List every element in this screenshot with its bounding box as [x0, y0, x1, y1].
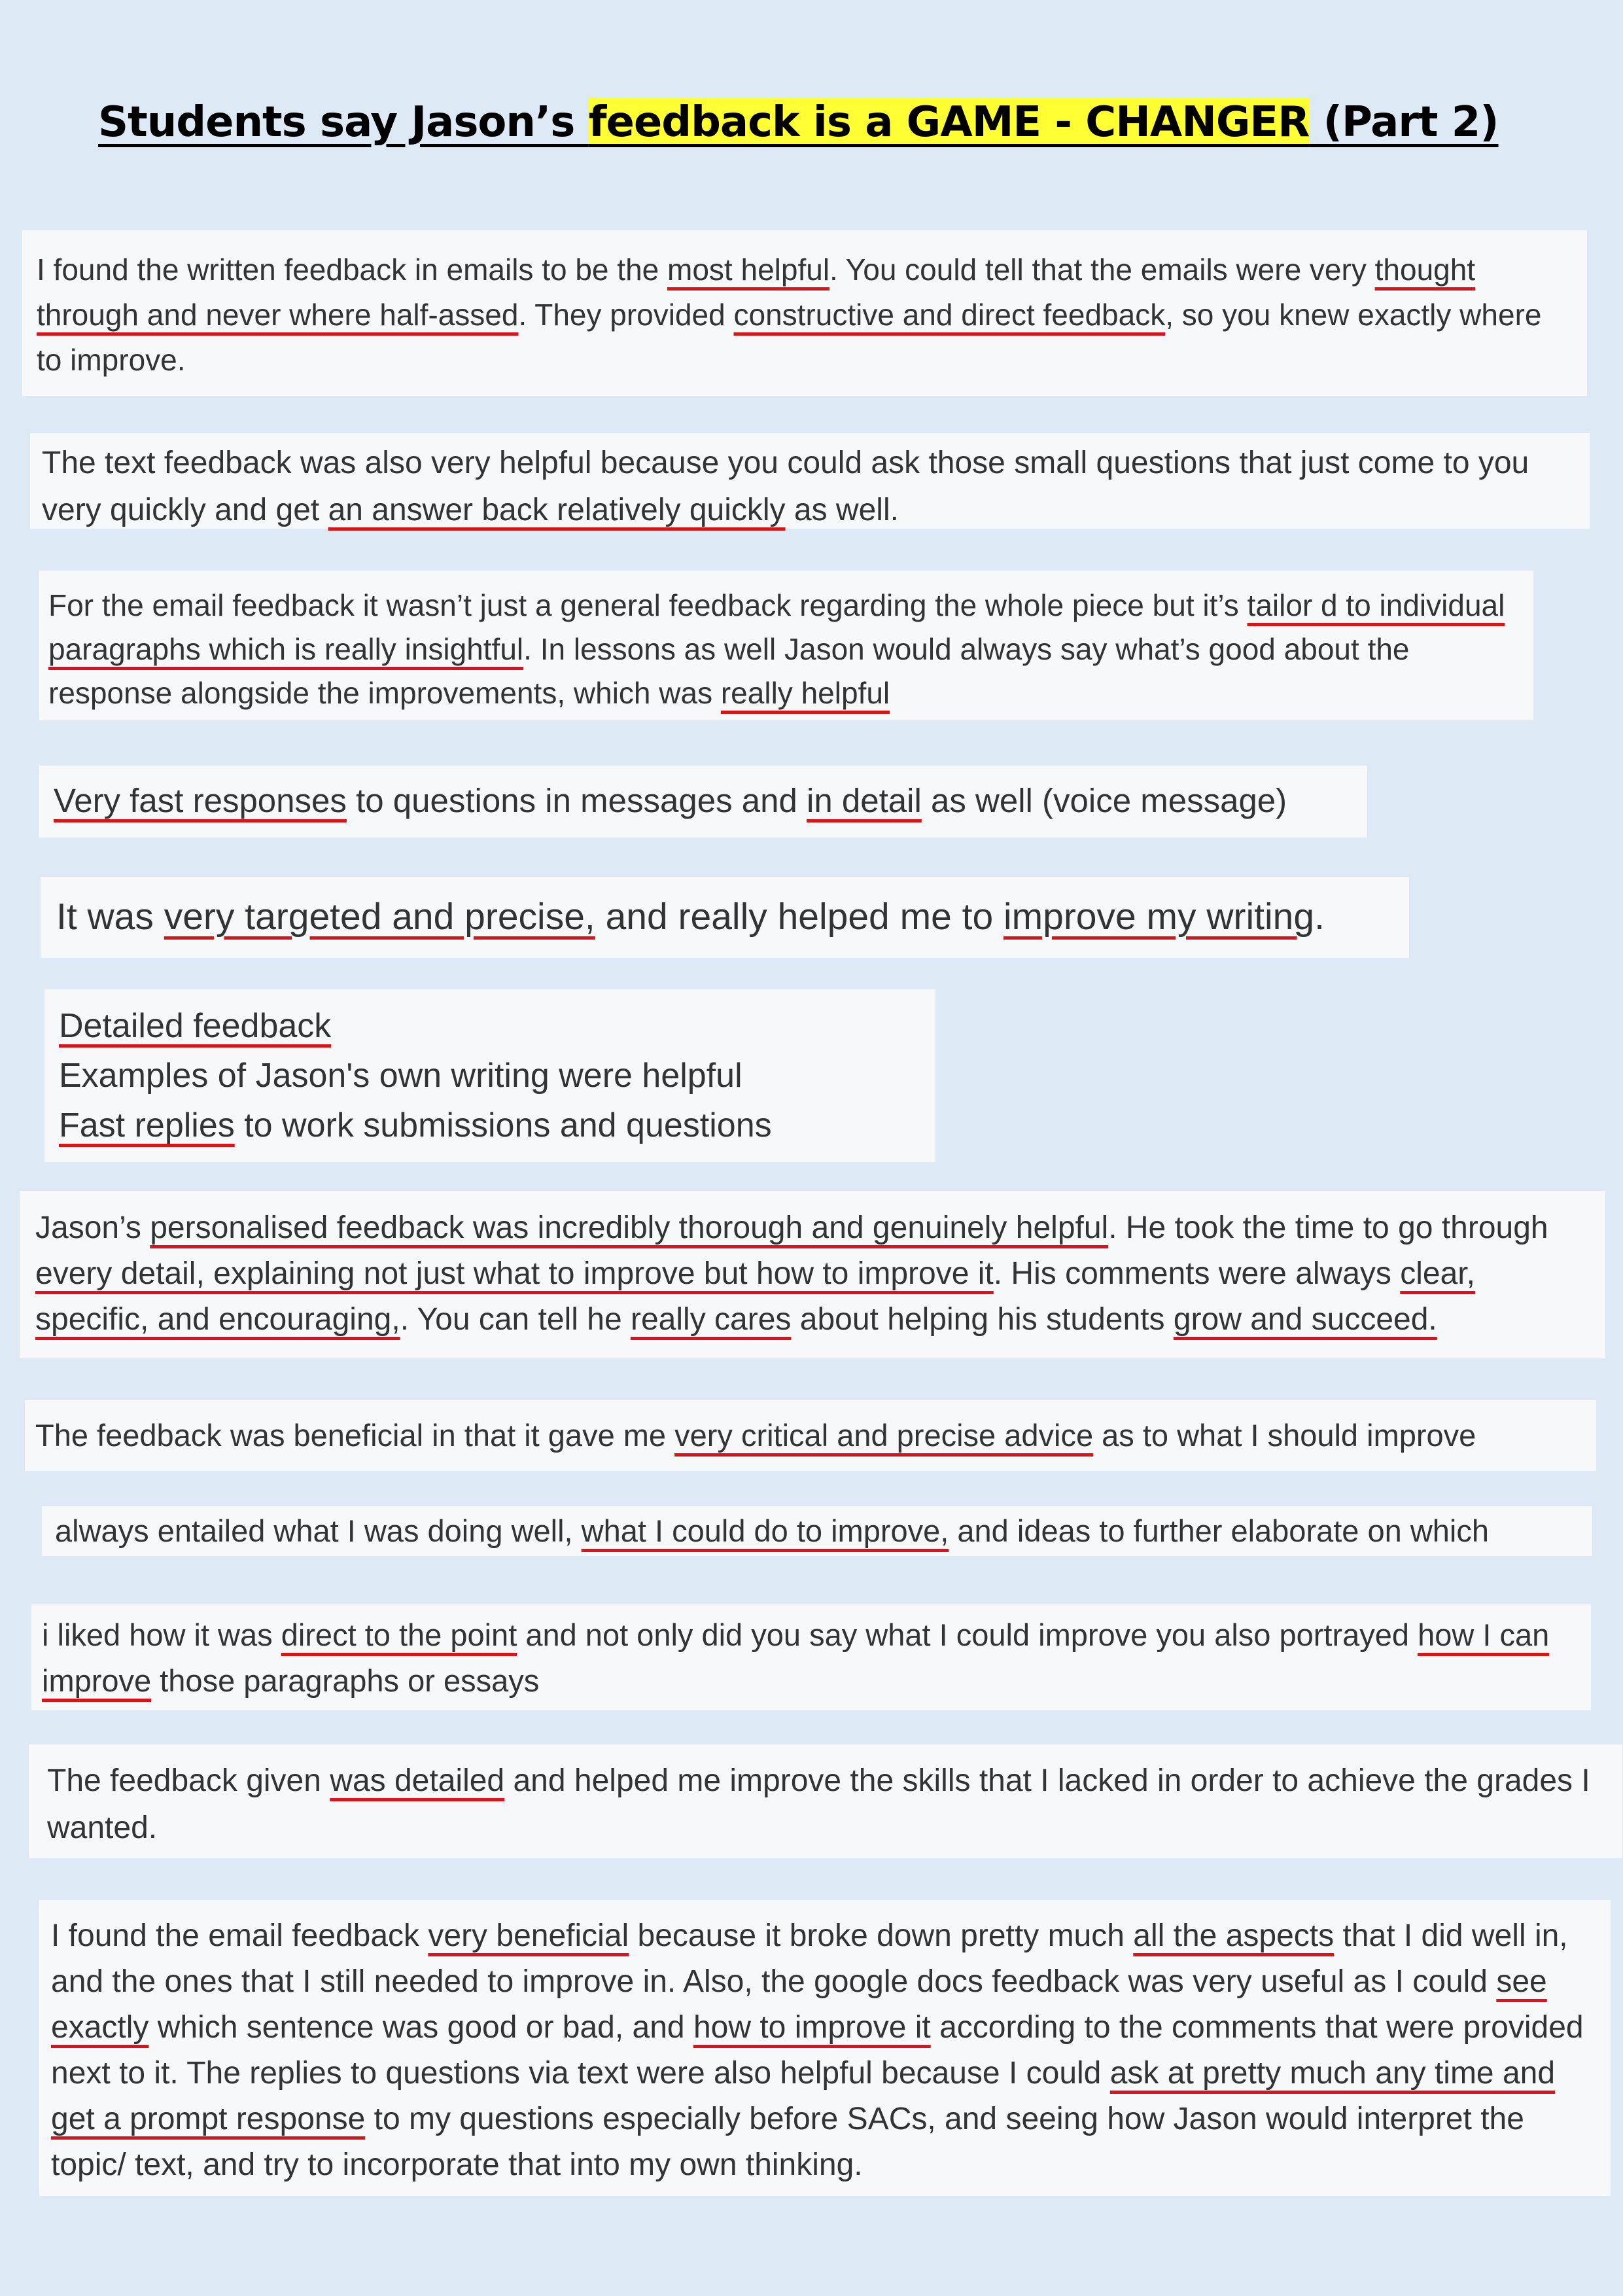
- title-suffix: (Part 2): [1309, 98, 1499, 147]
- testimonial-card: [42, 1506, 1592, 1556]
- testimonial-text: . In lessons as well Jason would always say what’s good about the response alongside the improvements, which was: [48, 632, 1410, 710]
- testimonial-text: Examples of Jason's own writing were helpful: [59, 1057, 742, 1095]
- testimonial-text: which sentence was good or bad, and: [148, 2010, 693, 2045]
- testimonial-card: [20, 1191, 1605, 1358]
- testimonial-card: [29, 1744, 1622, 1858]
- testimonial-text: i liked how it was: [42, 1617, 281, 1652]
- testimonial-text: those paragraphs or essays: [151, 1663, 540, 1698]
- testimonial-text: that I did well in, and the ones that I still needed to improve in. Also, the google docs feedback was very useful as I could: [51, 1918, 1568, 1999]
- underlined-phrase: in detail: [807, 782, 922, 819]
- testimonial-text: . His comments were always: [993, 1256, 1401, 1291]
- underlined-phrase: most helpful: [667, 253, 830, 287]
- underlined-phrase: very targeted and precise,: [164, 896, 595, 938]
- testimonial-card: [31, 1604, 1591, 1710]
- underlined-phrase: really cares: [631, 1302, 792, 1337]
- underlined-phrase: personalised feedback was incredibly thorough and genuinely helpful: [150, 1210, 1109, 1245]
- underlined-phrase: very critical and precise advice: [674, 1418, 1094, 1453]
- underlined-phrase: really helpful: [720, 676, 890, 710]
- testimonial-text: to work submissions and questions: [234, 1106, 772, 1144]
- underlined-phrase: how to improve it: [693, 2010, 931, 2045]
- testimonial-card: [39, 571, 1533, 720]
- testimonial-card: [22, 230, 1587, 396]
- testimonial-text: I found the written feedback in emails to be the: [37, 253, 668, 287]
- testimonial-text: .: [1314, 896, 1325, 938]
- testimonial-text: . You can tell he: [400, 1302, 631, 1337]
- testimonial-text: according to the comments that were provided next to it. The replies to questions via text were also helpful because I could: [51, 2010, 1584, 2091]
- underlined-phrase: improve my writing: [1003, 896, 1315, 938]
- testimonial-text: I found the email feedback: [51, 1918, 428, 1953]
- title-highlight: feedback is a GAME - CHANGER: [588, 98, 1310, 147]
- testimonial-card: [25, 1400, 1596, 1471]
- testimonial-text: For the email feedback it wasn’t just a general feedback regarding the whole piece but it’s: [48, 588, 1248, 622]
- testimonial-text: . They provided: [518, 298, 734, 332]
- testimonial-text: because it broke down pretty much: [629, 1918, 1134, 1953]
- testimonial-text: The text feedback was also very helpful because you could ask those small questions that just come to you very quickly and get: [42, 446, 1529, 527]
- testimonial-text: as well.: [785, 493, 899, 527]
- testimonial-text: always entailed what I was doing well,: [55, 1513, 582, 1548]
- testimonial-text: and ideas to further elaborate on which: [949, 1513, 1489, 1548]
- underlined-phrase: clear, specific, and encouraging,: [35, 1256, 1475, 1337]
- underlined-phrase: thought through and never where half-assed: [37, 253, 1476, 332]
- underlined-phrase: grow and succeed.: [1173, 1302, 1437, 1337]
- testimonial-text: as well (voice message): [921, 782, 1287, 819]
- testimonial-text: , so you knew exactly where to improve.: [37, 298, 1542, 377]
- underlined-phrase: an answer back relatively quickly: [328, 493, 786, 527]
- testimonial-card: [39, 1900, 1611, 2196]
- underlined-phrase: was detailed: [330, 1763, 505, 1798]
- testimonial-text: The feedback given: [47, 1763, 330, 1798]
- testimonial-card: [30, 433, 1590, 529]
- underlined-phrase: what I could do to improve,: [581, 1513, 949, 1548]
- testimonial-text: about helping his students: [791, 1302, 1174, 1337]
- testimonial-text: Jason’s: [35, 1210, 150, 1245]
- underlined-phrase: see exactly: [51, 1964, 1547, 2045]
- testimonial-card: [44, 989, 935, 1162]
- title-text: Students say Jason’s: [98, 98, 589, 147]
- underlined-phrase: all the aspects: [1133, 1918, 1335, 1953]
- underlined-phrase: constructive and direct feedback: [733, 298, 1166, 332]
- underlined-phrase: direct to the point: [281, 1617, 517, 1652]
- testimonial-card: [41, 877, 1409, 958]
- underlined-phrase: every detail, explaining not just what to improve but how to improve it: [35, 1256, 994, 1291]
- testimonial-text: The feedback was beneficial in that it gave me: [35, 1418, 675, 1453]
- testimonial-text: and helped me improve the skills that I lacked in order to achieve the grades I wanted.: [47, 1763, 1590, 1845]
- testimonial-text: to questions in messages and: [346, 782, 807, 819]
- testimonial-text: to my questions especially before SACs, and seeing how Jason would interpret the topic/ text, and try to incorporate that into my own thinking.: [51, 2102, 1524, 2182]
- testimonial-text: . You could tell that the emails were very: [829, 253, 1375, 287]
- underlined-phrase: ask at pretty much any time and get a prompt response: [51, 2056, 1556, 2136]
- underlined-phrase: tailor d to individual paragraphs which is really insightful: [48, 588, 1505, 666]
- testimonial-card: [39, 766, 1367, 838]
- page-title: [98, 98, 1499, 147]
- testimonial-text: It was: [56, 896, 164, 938]
- testimonial-text: . He took the time to go through: [1108, 1210, 1548, 1245]
- testimonial-text: as to what I should improve: [1093, 1418, 1476, 1453]
- underlined-phrase: how I can improve: [42, 1617, 1550, 1698]
- underlined-phrase: Fast replies: [59, 1106, 235, 1144]
- testimonial-text: and really helped me to: [595, 896, 1003, 938]
- underlined-phrase: Detailed feedback: [59, 1007, 332, 1045]
- testimonial-text: and not only did you say what I could improve you also portrayed: [517, 1617, 1418, 1652]
- underlined-phrase: Very fast responses: [54, 782, 347, 819]
- underlined-phrase: very beneficial: [428, 1918, 629, 1953]
